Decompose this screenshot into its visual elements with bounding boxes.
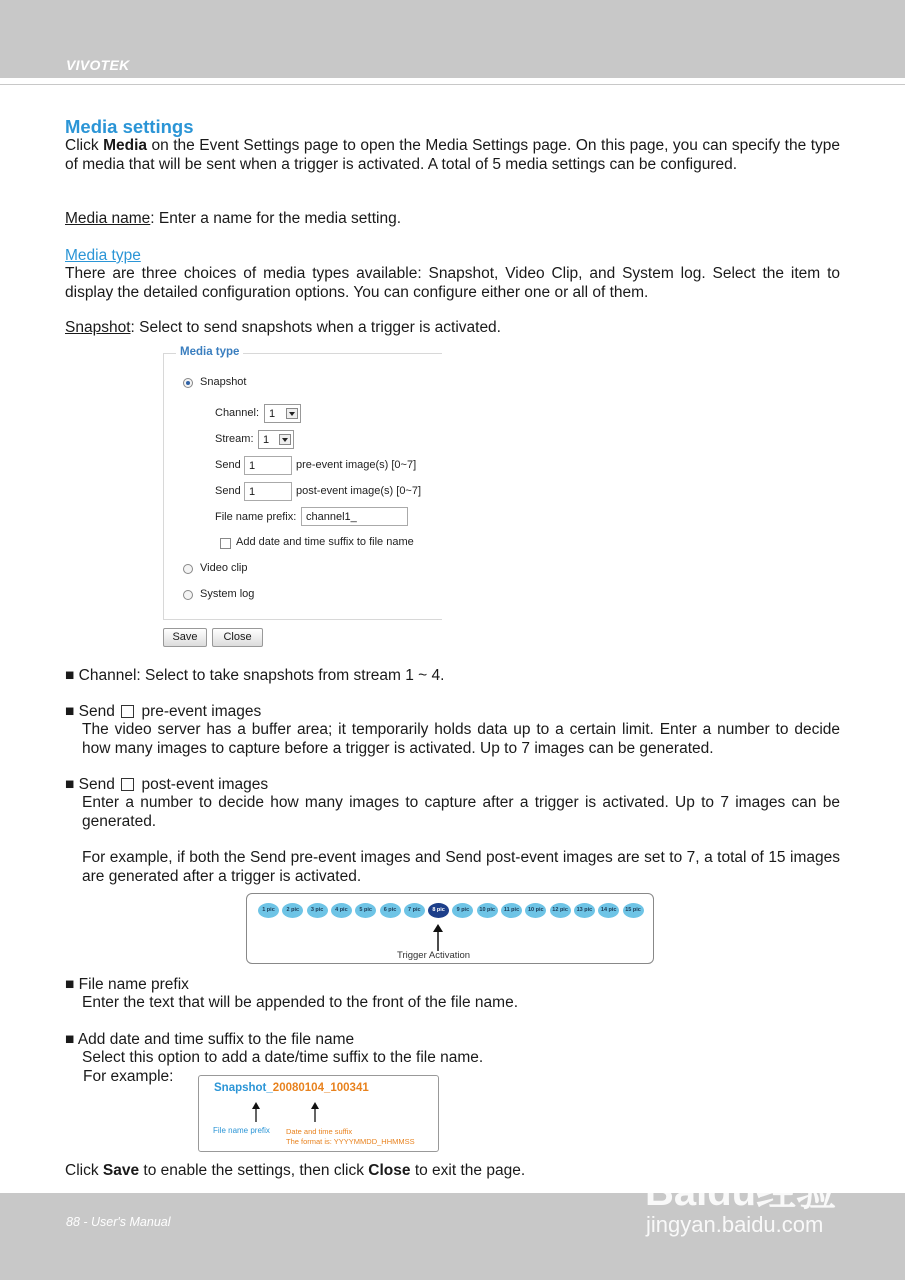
suffix-caption-1: Date and time suffix	[286, 1127, 353, 1136]
pre-event-description: The video server has a buffer area; it temporarily holds data up to a certain limit. Enter a number to decide how many images to capture before a trigger is activated. Up to 7 images can be generated.	[82, 721, 840, 757]
timeline-pic: 8 pic	[428, 903, 449, 918]
watermark-brand: Baidu经验	[645, 1170, 837, 1214]
snapshot-line: Snapshot: Select to send snapshots when a trigger is activated.	[65, 319, 501, 336]
close-button[interactable]: Close	[212, 628, 263, 647]
suffix-caption-2: The format is: YYYYMMDD_HHMMSS	[286, 1137, 415, 1146]
channel-select[interactable]: 1	[264, 404, 301, 423]
intro-paragraph: Click Media on the Event Settings page to open the Media Settings page. On this page, you can specify the type of media that will be sent when a trigger is activated. A total of 5 media settings can be configured.	[65, 137, 840, 173]
stream-select[interactable]: 1	[258, 430, 294, 449]
videoclip-radio[interactable]	[183, 564, 193, 574]
media-type-paragraph: There are three choices of media types available: Snapshot, Video Clip, and System log. Select the item to display the detailed configuration options. You can configure either one or all of them.	[65, 265, 840, 301]
systemlog-radio-label: System log	[200, 588, 255, 600]
file-prefix-label: File name prefix:	[215, 511, 297, 523]
bullet-pre-event: ■ Send pre-event images	[65, 703, 262, 720]
media-type-heading: Media type	[65, 247, 141, 264]
timeline-pic: 6 pic	[380, 903, 401, 918]
timeline-pic: 1 pic	[258, 903, 279, 918]
timeline-pic: 7 pic	[404, 903, 425, 918]
post-event-description: Enter a number to decide how many images to capture after a trigger is activated. Up to 7 images can be generated.	[82, 794, 840, 830]
bullet-post-event: ■ Send post-event images	[65, 776, 269, 793]
suffix-checkbox-label: Add date and time suffix to file name	[236, 536, 414, 548]
watermark-url: jingyan.baidu.com	[646, 1212, 824, 1237]
timeline-pic: 3 pic	[307, 903, 328, 918]
timeline-pic: 15 pic	[623, 903, 644, 918]
timeline-pic: 5 pic	[355, 903, 376, 918]
videoclip-radio-label: Video clip	[200, 562, 248, 574]
for-example-label: For example:	[83, 1068, 174, 1085]
systemlog-radio[interactable]	[183, 590, 193, 600]
timeline-pic: 9 pic	[452, 903, 473, 918]
pre-event-input[interactable]: 1	[244, 456, 292, 475]
suffix-description: Select this option to add a date/time suffix to the file name.	[82, 1049, 484, 1066]
filename-example	[198, 1075, 439, 1152]
bullet-channel: ■ Channel: Select to take snapshots from stream 1 ~ 4.	[65, 667, 445, 684]
chevron-down-icon	[286, 408, 298, 419]
header-divider	[0, 84, 905, 85]
trigger-label: Trigger Activation	[397, 950, 471, 961]
fieldset-legend: Media type	[176, 346, 243, 358]
timeline-pic: 10 pic	[477, 903, 498, 918]
input-box-icon	[121, 705, 134, 718]
brand-logo: VIVOTEK	[66, 57, 130, 73]
media-name-line: Media name: Enter a name for the media setting.	[65, 210, 402, 227]
timeline-pic: 12 pic	[550, 903, 571, 918]
pre-event-label: pre-event image(s) [0~7]	[296, 459, 417, 471]
snapshot-radio-label: Snapshot	[200, 376, 247, 388]
prefix-description: Enter the text that will be appended to the front of the file name.	[82, 994, 518, 1011]
trigger-timeline	[246, 893, 654, 964]
page-header	[0, 0, 905, 78]
suffix-checkbox[interactable]	[220, 538, 231, 549]
filename-sample: Snapshot_20080104_100341	[214, 1082, 369, 1094]
closing-line: Click Save to enable the settings, then click Close to exit the page.	[65, 1162, 526, 1179]
file-prefix-input[interactable]: channel1_	[301, 507, 408, 526]
page-number: 88 - User's Manual	[66, 1215, 171, 1229]
timeline-pic: 11 pic	[501, 903, 522, 918]
channel-label: Channel:	[215, 407, 260, 419]
bullet-prefix: ■ File name prefix	[65, 976, 189, 993]
send-post-label: Send	[215, 485, 241, 497]
example-paragraph: For example, if both the Send pre-event images and Send post-event images are set to 7, a total of 15 images are generated after a trigger is activated.	[82, 849, 840, 885]
timeline-pic: 2 pic	[282, 903, 303, 918]
timeline-pic: 10 pic	[525, 903, 546, 918]
post-event-input[interactable]: 1	[244, 482, 292, 501]
section-title: Media settings	[65, 116, 194, 137]
input-box-icon	[121, 778, 134, 791]
timeline-pic: 13 pic	[574, 903, 595, 918]
stream-label: Stream:	[215, 433, 254, 445]
chevron-down-icon	[279, 434, 291, 445]
prefix-caption: File name prefix	[213, 1126, 270, 1135]
snapshot-radio[interactable]	[183, 378, 193, 388]
save-button[interactable]: Save	[163, 628, 207, 647]
timeline-pic: 4 pic	[331, 903, 352, 918]
timeline-pic: 14 pic	[598, 903, 619, 918]
send-pre-label: Send	[215, 459, 241, 471]
bullet-suffix: ■ Add date and time suffix to the file name	[65, 1031, 355, 1048]
post-event-label: post-event image(s) [0~7]	[296, 485, 422, 497]
